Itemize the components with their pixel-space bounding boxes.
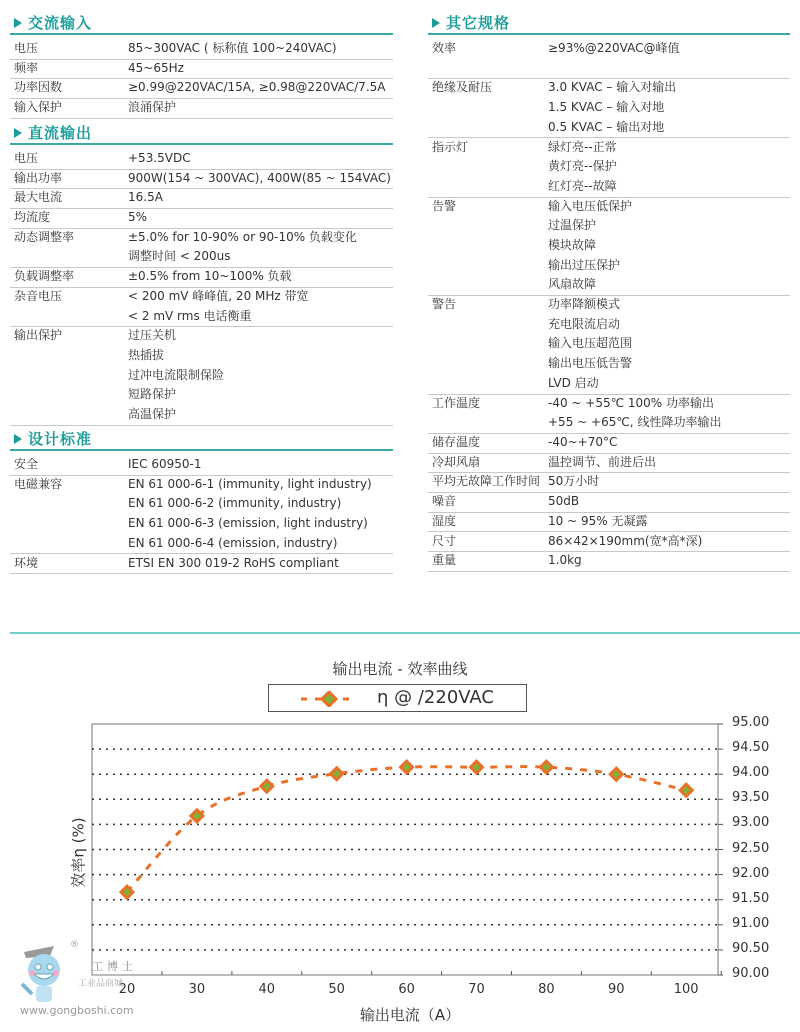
spec-row — [10, 287, 393, 327]
section-divider — [10, 632, 800, 634]
spec-row — [10, 208, 393, 229]
spec-value: 过温保护 — [548, 218, 597, 233]
y-tick-label: 94.00 — [732, 765, 770, 781]
spec-value — [548, 59, 679, 79]
spec-row — [428, 532, 790, 553]
spec-label: 湿度 — [432, 513, 457, 528]
spec-label: 重量 — [432, 553, 457, 568]
spec-label: 尺寸 — [432, 533, 457, 548]
x-axis-label: 输出电流（A） — [359, 1006, 461, 1024]
spec-row — [10, 267, 393, 288]
spec-value: -40 ~ +55℃ 100% 功率输出 — [548, 395, 715, 410]
spec-value: EN 61 000-6-3 (emission, light industry) — [128, 516, 368, 531]
spec-row — [428, 453, 790, 474]
spec-value: < 200 mV 峰峰值, 20 MHz 带宽 — [128, 288, 309, 303]
section-header-other-specs — [428, 13, 790, 35]
triangle-bullet-icon — [432, 18, 440, 28]
spec-label: 均流度 — [14, 210, 51, 225]
spec-value: 绿灯亮--正常 — [548, 139, 617, 154]
watermark-logo — [14, 940, 154, 1020]
spec-value: ±0.5% from 10~100% 负载 — [128, 269, 292, 284]
spec-label: 输出保护 — [14, 328, 63, 343]
spec-label: 输出功率 — [14, 170, 63, 185]
spec-value: 模块故障 — [548, 237, 597, 252]
spec-value: 50万小时 — [548, 474, 600, 489]
spec-row — [428, 78, 790, 138]
spec-value: 过冲电流限制保险 — [128, 367, 225, 382]
spec-value: 5% — [128, 210, 148, 225]
spec-value: IEC 60950-1 — [128, 457, 202, 471]
spec-value: < 2 mV rms 电话衡重 — [128, 308, 252, 323]
y-tick-label: 90.50 — [732, 940, 770, 956]
triangle-bullet-icon — [14, 18, 22, 28]
legend-label: η @ /220VAC — [377, 687, 494, 708]
spec-row — [10, 39, 393, 60]
spec-label: 噪音 — [432, 494, 457, 509]
x-tick-label: 100 — [673, 982, 699, 997]
mascot-icon — [14, 940, 84, 1010]
spec-value: -40~+70°C — [548, 435, 618, 449]
spec-label: 动态调整率 — [14, 229, 75, 244]
spec-value: +55 ~ +65℃, 线性降功率输出 — [548, 415, 722, 430]
y-tick-label: 94.50 — [732, 740, 770, 756]
spec-value: 1.5 KVAC – 输入对地 — [548, 100, 665, 115]
spec-label: 工作温度 — [432, 395, 481, 410]
x-tick-label: 80 — [538, 982, 555, 997]
y-tick-label: 93.50 — [732, 790, 770, 806]
brand-name: 工博士 — [92, 960, 137, 973]
x-tick-label: 70 — [468, 982, 485, 997]
spec-value: 50dB — [548, 494, 580, 509]
spec-row — [10, 98, 393, 119]
y-tick-label: 92.50 — [732, 840, 770, 856]
spec-row — [428, 295, 790, 395]
x-tick-label: 90 — [608, 982, 625, 997]
legend-marker-icon — [299, 691, 359, 707]
spec-value: ETSI EN 300 019-2 RoHS compliant — [128, 555, 339, 570]
spec-value: 0.5 KVAC – 输出对地 — [548, 119, 665, 134]
section-header-design-standards — [10, 429, 393, 451]
spec-value: 充电限流启动 — [548, 316, 621, 331]
y-tick-label: 91.50 — [732, 890, 770, 906]
y-tick-label: 92.00 — [732, 865, 770, 881]
brand-url: www.gongboshi.com — [20, 1004, 134, 1017]
x-tick-label: 40 — [258, 982, 276, 997]
spec-row — [428, 512, 790, 533]
spec-value: 900W(154 ~ 300VAC), 400W(85 ~ 154VAC) — [128, 170, 391, 185]
spec-label: 最大电流 — [14, 190, 63, 205]
spec-label: 环境 — [14, 555, 39, 570]
spec-label: 指示灯 — [432, 139, 469, 154]
spec-value: 温控调节、前进后出 — [548, 454, 657, 469]
y-tick-label: 95.00 — [732, 715, 770, 730]
spec-row — [10, 169, 393, 190]
spec-value: ≥93%@220VAC@峰值 — [548, 41, 680, 55]
spec-value: 45~65Hz — [128, 60, 184, 75]
spec-row — [10, 59, 393, 80]
spec-row — [428, 492, 790, 513]
spec-label: 安全 — [14, 457, 39, 471]
spec-label: 功率因数 — [14, 80, 63, 95]
spec-label: 效率 — [432, 41, 457, 55]
section-title: 直流输出 — [28, 124, 93, 142]
x-tick-label: 20 — [118, 982, 136, 997]
section-title: 交流输入 — [28, 14, 93, 32]
spec-value: 1.0kg — [548, 553, 582, 568]
spec-row — [10, 228, 393, 268]
spec-row — [428, 138, 790, 198]
spec-value: 16.5A — [128, 190, 163, 205]
spec-value: 黄灯亮--保护 — [548, 159, 617, 174]
section-title: 设计标准 — [28, 430, 93, 448]
spec-value: +53.5VDC — [128, 151, 191, 165]
spec-value: ±5.0% for 10-90% or 90-10% 负载变化 — [128, 229, 357, 244]
spec-row — [10, 475, 393, 555]
spec-row — [10, 326, 393, 426]
spec-value: EN 61 000-6-2 (immunity, industry) — [128, 496, 342, 511]
section-title: 其它规格 — [446, 14, 511, 32]
spec-label: 绝缘及耐压 — [432, 80, 493, 95]
spec-value: EN 61 000-6-4 (emission, industry) — [128, 535, 338, 550]
spec-row — [428, 394, 790, 434]
spec-label: 负载调整率 — [14, 269, 75, 284]
spec-value: 调整时间 < 200us — [128, 249, 231, 264]
spec-label: 电压 — [14, 41, 39, 55]
spec-value: 热插拔 — [128, 347, 165, 362]
spec-value: 高温保护 — [128, 407, 177, 422]
triangle-bullet-icon — [14, 128, 22, 138]
chart-title: 输出电流 - 效率曲线 — [332, 660, 468, 678]
spec-value: 浪涌保护 — [128, 100, 177, 115]
spec-row — [10, 149, 393, 170]
y-tick-label: 90.00 — [732, 966, 770, 981]
chart-legend — [268, 684, 527, 712]
spec-label: 杂音电压 — [14, 288, 63, 303]
x-tick-label: 50 — [328, 982, 345, 997]
spec-label: 冷却风扇 — [432, 454, 481, 469]
spec-value: 过压关机 — [128, 328, 177, 343]
spec-row — [10, 554, 393, 575]
spec-row — [428, 472, 790, 493]
spec-value: 86×42×190mm(宽*高*深) — [548, 533, 703, 548]
spec-value: ≥0.99@220VAC/15A, ≥0.98@220VAC/7.5A — [128, 80, 386, 95]
spec-value: 85~300VAC ( 标称值 100~240VAC) — [128, 41, 337, 55]
section-header-ac-input — [10, 13, 393, 35]
spec-value: 3.0 KVAC – 输入对输出 — [548, 80, 677, 95]
spec-label: 电压 — [14, 151, 39, 165]
spec-label: 频率 — [14, 60, 39, 75]
spec-row — [428, 551, 790, 572]
spec-label: 输入保护 — [14, 100, 63, 115]
spec-row — [10, 78, 393, 99]
spec-row — [428, 39, 790, 79]
spec-value: 输出电压低告警 — [548, 356, 633, 371]
y-axis-label: 效率η (%) — [69, 817, 88, 888]
registered-mark: ® — [70, 940, 79, 950]
spec-value: 10 ~ 95% 无凝露 — [548, 513, 648, 528]
spec-value: 红灯亮--故障 — [548, 178, 617, 193]
triangle-bullet-icon — [14, 434, 22, 444]
y-tick-label: 93.00 — [732, 815, 770, 831]
spec-label: 电磁兼容 — [14, 476, 63, 491]
y-tick-label: 91.00 — [732, 915, 770, 931]
x-tick-label: 60 — [398, 982, 415, 997]
x-tick-label: 30 — [188, 982, 206, 997]
spec-row — [10, 455, 393, 476]
section-header-dc-output — [10, 123, 393, 145]
spec-value: 输入电压低保护 — [548, 198, 633, 213]
spec-value: 风扇故障 — [548, 277, 597, 292]
spec-label: 警告 — [432, 297, 457, 312]
spec-label: 平均无故障工作时间 — [432, 474, 541, 489]
spec-value: EN 61 000-6-1 (immunity, light industry) — [128, 476, 372, 491]
spec-label: 储存温度 — [432, 435, 481, 449]
spec-row — [10, 188, 393, 209]
spec-row — [428, 433, 790, 454]
spec-value: 短路保护 — [128, 387, 177, 402]
spec-value: 输出过压保护 — [548, 257, 621, 272]
spec-value: LVD 启动 — [548, 375, 599, 390]
spec-value: 输入电压超范围 — [548, 336, 633, 351]
spec-value: 功率降额模式 — [548, 297, 621, 312]
spec-label: 告警 — [432, 198, 457, 213]
spec-row — [428, 197, 790, 297]
brand-subtitle: 工业品商城 — [78, 979, 124, 989]
